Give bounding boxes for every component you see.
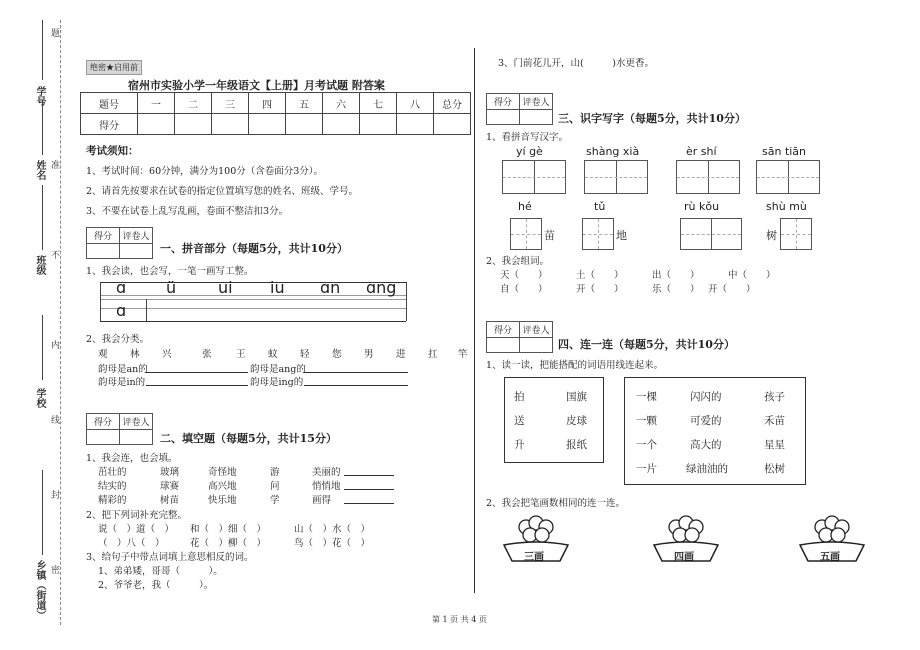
seal-char: 题 [49,28,59,37]
margin-write-line[interactable] [42,315,43,380]
char-item: 林 [130,349,140,360]
answer-line[interactable] [146,372,248,373]
pinyin-sample: ɑ [116,301,127,320]
column-divider [474,48,475,593]
answer-line[interactable] [344,475,394,476]
char-item: 观 [98,349,108,360]
score-cell[interactable] [138,114,175,135]
section3-q1: 1、看拼音写汉字。 [486,132,569,143]
score-table-header: 题号 一 二 三 四 五 六 七 八 总分 [81,93,471,114]
margin-label-class: 班级 [34,255,45,275]
given-char: 树 [766,229,777,242]
category-label: 韵母是ing的 [250,377,304,388]
pot-label: 四画 [674,552,694,563]
fill-word[interactable]: （ ）八（ ） [98,538,165,549]
match-word[interactable]: 报纸 [566,439,587,451]
flower-pot-icon[interactable] [796,515,868,565]
match-word[interactable]: 孩子 [764,391,785,403]
section1-q2: 2、我会分类。 [86,334,150,345]
margin-label-school: 学校 [34,388,45,408]
section3-title: 三、识字写字（每题5分，共计10分） [558,112,746,125]
writing-grid[interactable] [756,160,820,194]
word-blank[interactable]: 中（ ） [728,270,776,281]
section2-title: 二、填空题（每题5分，共计15分） [160,432,337,445]
section2-q1: 1、我会连，也会填。 [86,453,178,464]
match-word: 球赛 [160,481,180,492]
pinyin-item: ui [218,278,233,297]
score-cell[interactable] [323,114,360,135]
match-word[interactable]: 一棵 [636,391,657,403]
match-word: 问 [270,481,280,492]
score-cell[interactable] [286,114,323,135]
notice-item: 2、请首先按要求在试卷的指定位置填写您的姓名、班级、学号。 [86,186,359,197]
pinyin-prompt: èr shí [686,145,717,158]
category-label: 韵母是an的 [98,364,148,375]
score-table-row: 得分 [81,114,471,135]
section4-title: 四、连一连（每题5分，共计10分） [558,338,735,351]
grader-box: 得分 评卷人 [486,321,553,353]
category-label: 韵母是ang的 [250,364,306,375]
pinyin-item: ɑn [320,278,341,297]
match-word[interactable]: 松树 [764,463,785,475]
pinyin-item: ɑng [366,278,397,297]
pinyin-item: ɑ [116,278,127,297]
writing-grid[interactable] [502,160,566,194]
section1-q1: 1、我会读，也会写，一笔一画写工整。 [86,266,254,277]
section4-q1: 1、读一读，把能搭配的词语用线连起来。 [486,360,664,371]
writing-grid[interactable] [584,160,648,194]
pinyin-item: ü [166,278,177,297]
seal-char: 密 [49,565,59,574]
match-word[interactable]: 升 [514,439,525,451]
section2-q3: 3、给句子中带点词填上意思相反的词。 [86,552,254,563]
grader-cell[interactable] [87,430,120,445]
score-cell[interactable] [249,114,286,135]
word-blank[interactable]: 开（ ） [576,284,624,295]
char-item: 男 [364,349,374,360]
flower-pot-icon[interactable] [500,515,572,565]
word-blank[interactable]: 开（ ） [708,284,756,295]
binding-line [60,20,61,625]
match-word[interactable]: 星星 [764,439,785,451]
writing-grid[interactable] [780,218,812,250]
fill-word[interactable]: 花（ ）柳（ ） [190,538,267,549]
margin-write-line[interactable] [42,470,43,555]
match-word: 高兴地 [208,481,237,492]
match-word[interactable]: 一片 [636,463,657,475]
writing-grid[interactable] [510,218,542,250]
grader-cell[interactable] [520,338,553,353]
match-word[interactable]: 禾苗 [764,415,785,427]
char-item: 蚊 [268,349,278,360]
grader-cell[interactable] [487,110,520,125]
fill-word[interactable]: 说（ ）道（ ） [98,524,175,535]
match-word[interactable]: 高大的 [690,439,722,451]
sentence[interactable]: 2、爷爷老，我（ ）。 [98,580,214,591]
pinyin-prompt: sān tiān [762,145,807,158]
fill-word[interactable]: 鸟（ ）花（ ） [294,538,371,549]
pinyin-prompt: tǔ [594,200,606,213]
match-word: 树苗 [160,495,180,506]
seal-char: 线 [49,415,59,424]
grader-box: 得分 评卷人 [86,413,153,445]
char-item: 扛 [428,349,438,360]
notice-item: 1、考试时间：60分钟，满分为100分（含卷面分3分）。 [86,166,324,177]
match-word: 玻璃 [160,467,180,478]
seal-char: 准 [49,160,59,169]
grader-cell[interactable] [487,338,520,353]
given-char: 苗 [544,229,555,242]
margin-write-line[interactable] [42,100,43,155]
flower-pot-icon[interactable] [650,515,722,565]
match-word: 奇怪地 [208,467,237,478]
match-word[interactable]: 一颗 [636,415,657,427]
section1-title: 一、拼音部分（每题5分，共计10分） [160,242,348,255]
word-blank[interactable]: 出（ ） [652,270,700,281]
char-item: 张 [202,349,212,360]
category-label: 韵母是in的 [98,377,146,388]
given-char: 地 [616,229,627,242]
fill-label: 美丽的 [312,467,341,478]
seal-char: 不 [49,250,59,259]
writing-line [146,299,147,321]
notice-title: 考试须知： [86,145,139,157]
pot-label: 三画 [524,552,544,563]
margin-label-name: 姓名 [34,160,45,180]
writing-grid[interactable] [582,218,614,250]
sentence[interactable]: 3、门前花儿开，山( )水更香。 [498,58,654,69]
score-table [80,92,471,135]
score-cell[interactable] [434,114,471,135]
grader-cell[interactable] [87,244,120,259]
section4-q2: 2、我会把笔画数相同的连一连。 [486,498,626,509]
pinyin-prompt: yí gè [516,145,543,158]
char-item: 进 [396,349,406,360]
char-item: 王 [236,349,246,360]
score-cell[interactable] [397,114,434,135]
answer-line[interactable] [344,503,394,504]
score-cell[interactable] [360,114,397,135]
match-word: 快乐地 [208,495,237,506]
match-word: 精彩的 [98,495,127,506]
answer-line[interactable] [304,372,408,373]
margin-write-line[interactable] [42,20,43,80]
char-item: 兴 [162,349,172,360]
page-footer: 第 1 页 共 4 页 [432,615,487,624]
word-blank[interactable]: 土（ ） [576,270,624,281]
char-item: 您 [332,349,342,360]
match-word[interactable]: 可爱的 [690,415,722,427]
char-item: 竿 [458,349,468,360]
writing-line [406,282,407,321]
pinyin-prompt: hé [518,200,532,213]
fill-word[interactable]: 山（ ）水（ ） [294,524,371,535]
match-word[interactable]: 皮球 [566,415,587,427]
word-blank[interactable]: 天（ ） [500,270,548,281]
answer-line[interactable] [146,385,248,386]
score-cell[interactable] [175,114,212,135]
answer-line[interactable] [344,489,394,490]
fill-label: 画得 [312,495,332,506]
word-blank[interactable]: 自（ ） [500,284,548,295]
answer-line[interactable] [304,385,408,386]
margin-write-line[interactable] [42,185,43,250]
writing-line [100,282,406,283]
sentence[interactable]: 1、弟弟矮，哥哥（ ）。 [98,566,223,577]
match-word: 茁壮的 [98,467,127,478]
writing-line [100,321,406,322]
confidential-badge: 绝密★启用前 [86,60,142,75]
seal-char: 封 [49,490,59,499]
pinyin-item: iu [270,278,285,297]
match-word[interactable]: 拍 [514,391,525,403]
fill-word[interactable]: 和（ ）细（ ） [190,524,267,535]
match-word: 结实的 [98,481,127,492]
section2-q2: 2、把下列词补充完整。 [86,510,188,521]
match-word[interactable]: 一个 [636,439,657,451]
pot-label: 五画 [820,552,840,563]
match-word[interactable]: 送 [514,415,525,427]
pinyin-prompt: rù kǒu [684,200,720,213]
match-word[interactable]: 国旗 [566,391,587,403]
char-item: 轻 [300,349,310,360]
grader-box: 得分 评卷人 [86,227,153,259]
section3-q2: 2、我会组词。 [486,256,550,267]
grader-cell[interactable] [520,110,553,125]
notice-item: 3、不要在试卷上乱写乱画，卷面不整洁扣3分。 [86,206,289,217]
match-word[interactable]: 绿油油的 [686,463,728,475]
writing-grid[interactable] [676,160,740,194]
match-word[interactable]: 闪闪的 [690,391,722,403]
grader-cell[interactable] [120,244,153,259]
seal-char: 内 [49,340,59,349]
writing-grid[interactable] [680,218,742,250]
margin-label-student-no: 学号 [34,86,45,106]
match-word: 游 [270,467,280,478]
writing-line [100,295,406,296]
score-cell[interactable] [212,114,249,135]
pinyin-prompt: shù mù [766,200,807,213]
fill-label: 悄悄地 [312,481,341,492]
margin-label-town: 乡镇（街道） [34,560,45,620]
match-word: 学 [270,495,280,506]
grader-box: 得分 评卷人 [486,93,553,125]
page-title: 宿州市实验小学一年级语文【上册】月考试题 附答案 [128,79,385,92]
grader-cell[interactable] [120,430,153,445]
pinyin-prompt: shàng xià [586,145,640,158]
word-blank[interactable]: 乐（ ） [652,284,700,295]
writing-line [100,282,101,321]
